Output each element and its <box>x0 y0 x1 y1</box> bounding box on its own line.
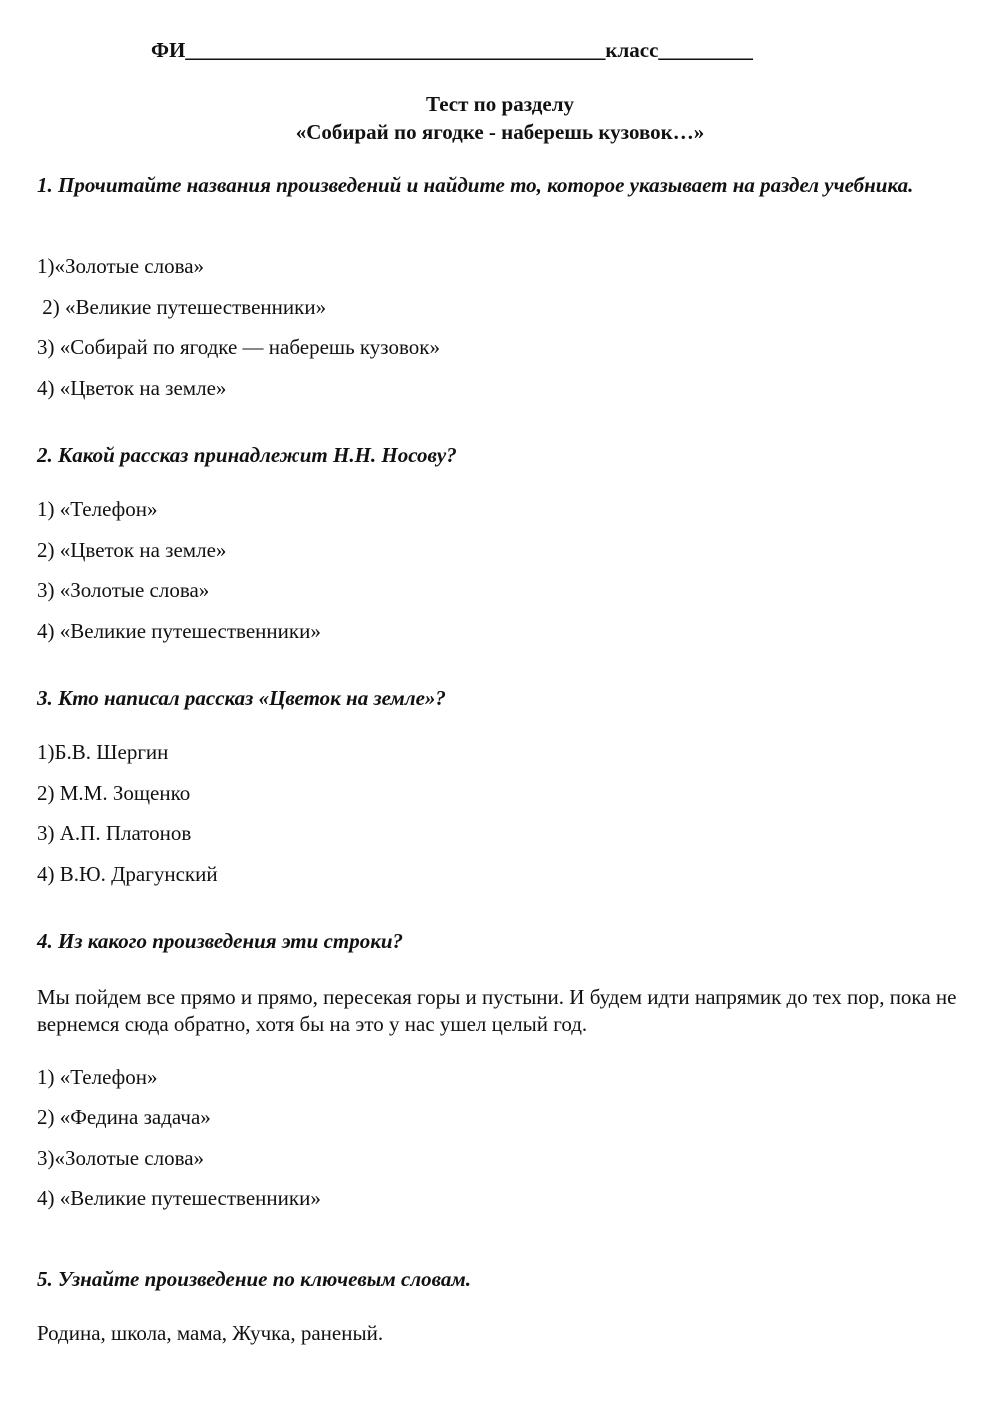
q5-keywords: Родина, школа, мама, Жучка, раненый. <box>37 1321 384 1345</box>
q4-option-1[interactable]: 1) «Телефон» <box>37 1065 158 1089</box>
question-3: 3. Кто написал рассказ «Цветок на земле»? <box>37 686 446 710</box>
fi-blank[interactable]: ________________________________________ <box>185 38 606 62</box>
question-5: 5. Узнайте произведение по ключевым словам. <box>37 1267 471 1291</box>
q1-option-3[interactable]: 3) «Собирай по ягодке — наберешь кузовок» <box>37 335 440 359</box>
q2-option-1[interactable]: 1) «Телефон» <box>37 497 158 521</box>
fi-label: ФИ <box>151 38 186 62</box>
q3-option-4[interactable]: 4) В.Ю. Драгунский <box>37 862 218 886</box>
q2-option-4[interactable]: 4) «Великие путешественники» <box>37 619 321 643</box>
q2-option-2[interactable]: 2) «Цветок на земле» <box>37 538 227 562</box>
question-4: 4. Из какого произведения эти строки? <box>37 929 404 953</box>
q4-passage: Мы пойдем все прямо и прямо, пересекая горы и пустыни. И будем идти напрямик до тех пор, пока не вернемся сюда обратно, хотя бы на это у нас ушел целый год. <box>37 985 957 1036</box>
q2-option-3[interactable]: 3) «Золотые слова» <box>37 578 210 602</box>
class-label: класс <box>605 38 659 62</box>
q3-option-2[interactable]: 2) М.М. Зощенко <box>37 781 191 805</box>
q4-option-4[interactable]: 4) «Великие путешественники» <box>37 1186 321 1210</box>
q3-option-1[interactable]: 1)Б.В. Шергин <box>37 740 169 764</box>
q4-option-3[interactable]: 3)«Золотые слова» <box>37 1146 205 1170</box>
test-title: Тест по разделу <box>426 92 574 116</box>
question-1: 1. Прочитайте названия произведений и найдите то, которое указывает на раздел учебника. <box>37 173 914 197</box>
question-2: 2. Какой рассказ принадлежит Н.Н. Носову? <box>37 443 457 467</box>
q3-option-3[interactable]: 3) А.П. Платонов <box>37 821 192 845</box>
q1-option-4[interactable]: 4) «Цветок на земле» <box>37 376 227 400</box>
q4-option-2[interactable]: 2) «Федина задача» <box>37 1105 211 1129</box>
class-blank[interactable]: _________ <box>658 38 753 62</box>
test-subtitle: «Собирай по ягодке - наберешь кузовок…» <box>295 120 705 144</box>
q1-option-1[interactable]: 1)«Золотые слова» <box>37 254 205 278</box>
name-class-line <box>151 38 753 63</box>
q1-option-2[interactable]: 2) «Великие путешественники» <box>37 295 327 319</box>
